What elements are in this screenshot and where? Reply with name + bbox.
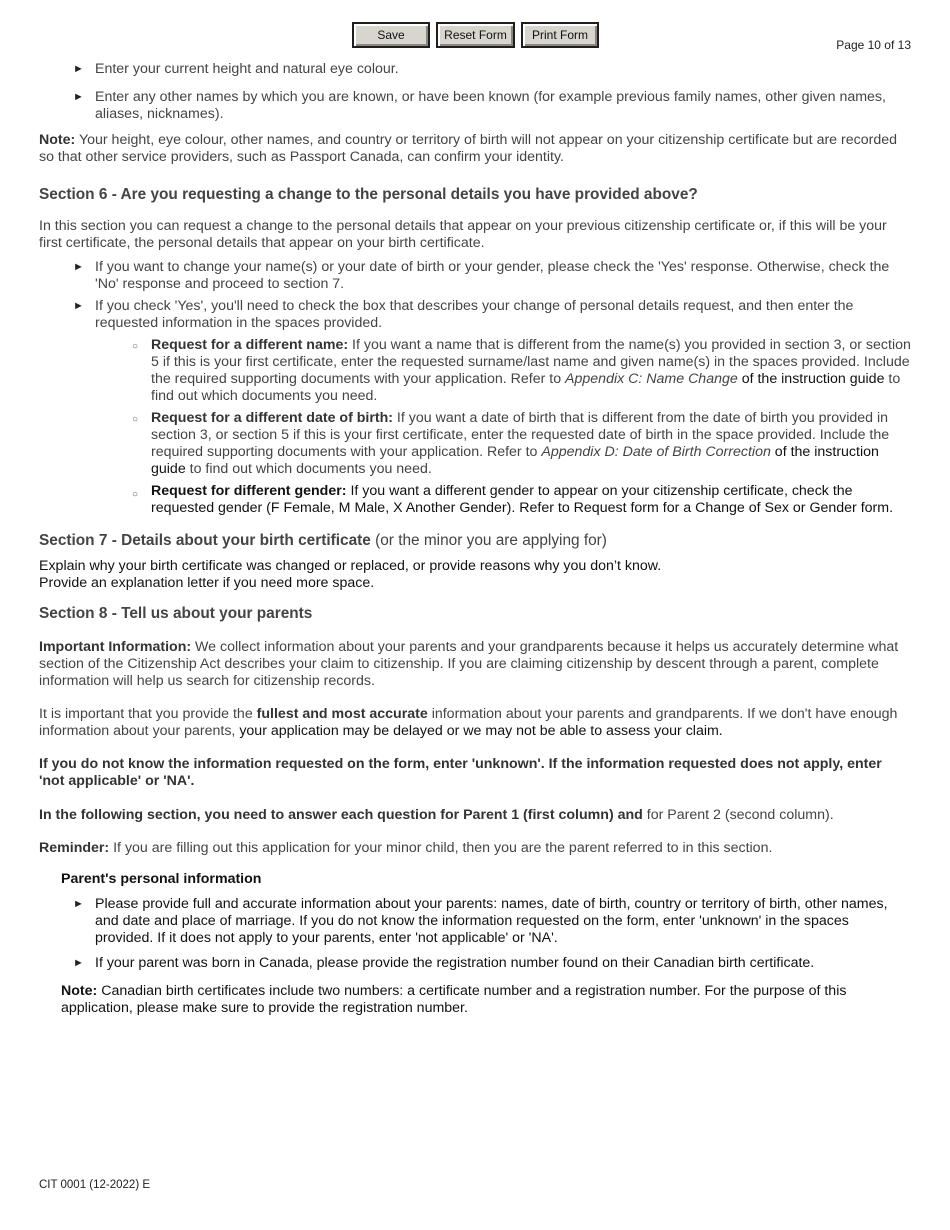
arrow-bullet-icon: ► [73,300,84,312]
arrow-bullet-icon: ► [73,91,84,103]
page-number: Page 10 of 13 [836,38,911,52]
arrow-bullet-icon: ► [73,957,84,969]
list-item: ► Enter your current height and natural eye colour. [73,61,399,77]
section-6-intro: In this section you can request a change to the personal details that appear on your previous citizenship certificate or, if this will be your first certificate, the personal details that appear on your birth certificate. [39,218,887,251]
unknown-instruction-paragraph: If you do not know the information requested on the form, enter 'unknown'. If the information requested does not apply, enter 'not applicable' or 'NA'. [39,756,882,789]
list-item: ► Enter any other names by which you are known, or have been known (for example previous family names, other given names, aliases, nicknames). [73,89,886,122]
list-item: ► If you check 'Yes', you'll need to check the box that describes your change of personal details request, and then enter the requested information in the spaces provided. [73,298,854,331]
list-item: ► If your parent was born in Canada, please provide the registration number found on their Canadian birth certificate. [73,955,815,971]
request-different-gender-item: ○ Request for different gender: If you want a different gender to appear on your citizenship certificate, check the requested gender (F Female, M Male, X Another Gender). Refer to Request form for a Change of Sex or Gender form. [132,483,894,516]
reminder-paragraph: Reminder: If you are filling out this application for your minor child, then you are the parent referred to in this section. [39,840,773,856]
section-7-line-2: Provide an explanation letter if you need more space. [39,575,375,591]
parents-personal-info-heading: Parent's personal information [61,871,262,887]
reset-form-button[interactable]: Reset Form [436,22,515,48]
list-item: ► Please provide full and accurate information about your parents: names, date of birth, country or territory of birth, other names, and date and place of marriage. If you do not know the information requested on the form, enter 'unknown' in the spaces provided. If it does not apply to your parents, enter 'not applicable' or 'NA'. [73,896,888,946]
form-code-footer: CIT 0001 (12-2022) E [39,1179,151,1191]
important-information-paragraph: Important Information: We collect information about your parents and your grandparents because it helps us accurately determine what section of the Citizenship Act describes your claim to citizenship. If you are claiming citizenship by descent through a parent, complete information will help us search for citizenship records. [39,639,899,689]
section-7-line-1: Explain why your birth certificate was changed or replaced, or provide reasons why you don’t know. [39,558,662,574]
list-item: ► If you want to change your name(s) or your date of birth or your gender, please check the 'Yes' response. Otherwise, check the 'No' response and proceed to section 7. [73,259,890,292]
circle-bullet-icon: ○ [132,414,139,425]
circle-bullet-icon: ○ [132,489,139,500]
arrow-bullet-icon: ► [73,261,84,273]
save-button[interactable]: Save [352,22,430,48]
parent-columns-paragraph: In the following section, you need to answer each question for Parent 1 (first column) and for Parent 2 (second column). [39,807,834,823]
arrow-bullet-icon: ► [73,63,84,75]
note-paragraph: Note: Your height, eye colour, other names, and country or territory of birth will not appear on your citizenship certificate but are recorded so that other service providers, such as Passport Canada, can confirm your identity. [39,132,898,165]
section-7-heading: Section 7 - Details about your birth certificate (or the minor you are applying for) [39,532,607,549]
request-different-name-item: ○ Request for a different name: If you want a name that is different from the name(s) you provided in section 3, or section 5 if this is your first certificate, enter the requested surname/last name and given name(s) in the spaces provided. Include the required supporting documents with your application. Refer to Appendix C: Name Change of the instruction guide to find out which documents you need. [132,337,911,404]
request-different-dob-item: ○ Request for a different date of birth: If you want a date of birth that is different from the date of birth you provided in section 3, or section 5 if this is your first certificate, enter the requested date of birth in the space provided. Include the required supporting documents with your application. Refer to Appendix D: Date of Birth Correction of the instruction guide to find out which documents you need. [132,410,890,477]
note-paragraph: Note: Canadian birth certificates include two numbers: a certificate number and a registration number. For the purpose of this application, please make sure to provide the registration number. [61,983,847,1016]
section-6-heading: Section 6 - Are you requesting a change to the personal details you have provided above? [39,186,698,203]
form-toolbar [352,22,599,48]
fullest-information-paragraph: It is important that you provide the fullest and most accurate information about your parents and grandparents. If we don't have enough information about your parents, your application may be delayed or we may not be able to assess your claim. [39,706,898,739]
circle-bullet-icon: ○ [132,341,139,352]
section-8-heading: Section 8 - Tell us about your parents [39,605,313,622]
print-form-button[interactable]: Print Form [521,22,599,48]
arrow-bullet-icon: ► [73,898,84,910]
